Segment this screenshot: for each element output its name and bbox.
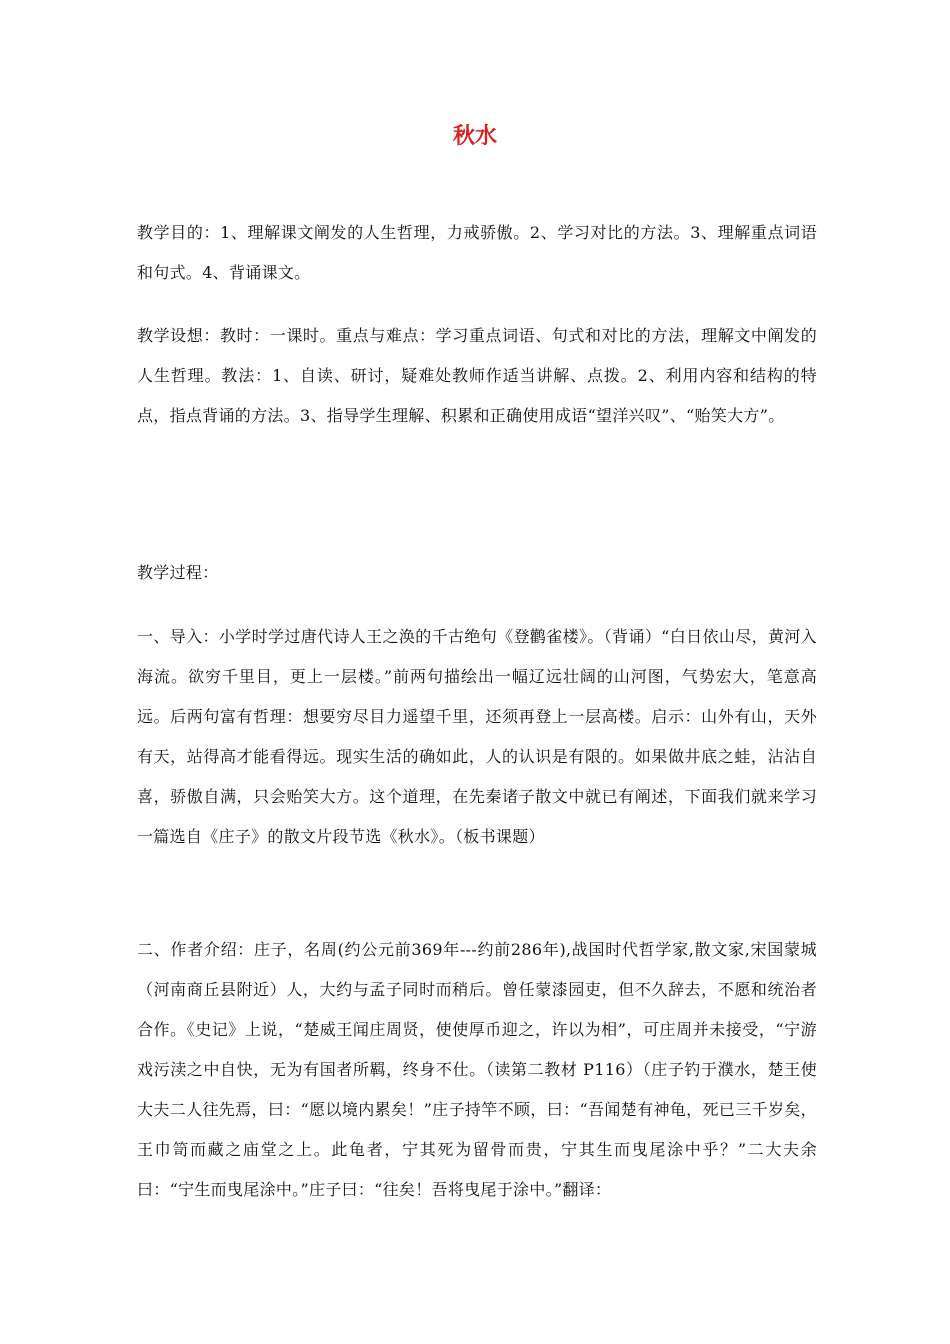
- paragraph-teaching-design: 教学设想：教时：一课时。重点与难点：学习重点词语、句式和对比的方法，理解文中阐发的人生哲理。教法：1、自读、研讨，疑难处教师作适当讲解、点拨。2、利用内容和结构的特点，指点背诵的方法。3、指导学生理解、积累和正确使用成语“望洋兴叹”、“贻笑大方”。: [137, 326, 817, 425]
- paragraph-teaching-goal: 教学目的：1、理解课文阐发的人生哲理，力戒骄傲。2、学习对比的方法。3、理解重点词语和句式。4、背诵课文。: [137, 223, 817, 282]
- paragraph-teaching-process-heading: 教学过程：: [137, 563, 219, 582]
- page-title: 秋水: [452, 124, 497, 149]
- paragraph-author-introduction: 二、作者介绍：庄子，名周(约公元前369年---约前286年),战国时代哲学家,散文家,宋国蒙城（河南商丘县附近）人，大约与孟子同时而稍后。曾任蒙漆园吏，但不久辞去，不愿和统治者合作。《史记》上说，“楚威王闻庄周贤，使使厚币迎之，许以为相”，可庄周并未接受，“宁游戏污渎之中自快，无为有国者所羁，终身不仕。（读第二教材 P116）（庄子钓于濮水，楚王使大夫二人往先焉，曰：“愿以境内累矣！”庄子持竿不顾，曰：“吾闻楚有神龟，死已三千岁矣，王巾笥而藏之庙堂之上。此龟者，宁其死为留骨而贵，宁其生而曳尾涂中乎？”二大夫余曰：“宁生而曳尾涂中。”庄子曰：“往矣！吾将曳尾于涂中。”翻译：: [137, 940, 817, 1199]
- paragraph-introduction: 一、导入：小学时学过唐代诗人王之涣的千古绝句《登鹳雀楼》。（背诵）“白日依山尽，黄河入海流。欲穷千里目，更上一层楼。”前两句描绘出一幅辽远壮阔的山河图，气势宏大，笔意高远。后两句富有哲理：想要穷尽目力遥望千里，还须再登上一层高楼。启示：山外有山，天外有天，站得高才能看得远。现实生活的确如此，人的认识是有限的。如果做井底之蛙，沾沾自喜，骄傲自满，只会贻笑大方。这个道理，在先秦诸子散文中就已有阐述，下面我们就来学习一篇选自《庄子》的散文片段节选《秋水》。（板书课题）: [137, 627, 817, 846]
